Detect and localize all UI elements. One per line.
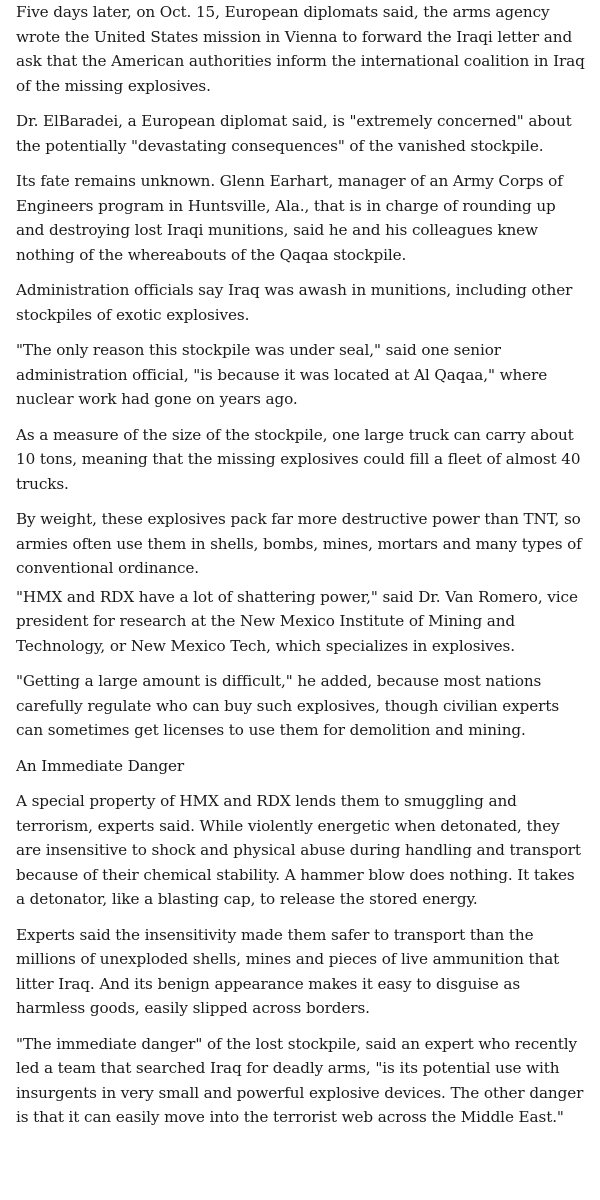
paragraph-administration-officials: Administration officials say Iraq was awash in munitions, including other stockpiles of exotic explosives. <box>16 281 573 324</box>
paragraph-romero-quote: "HMX and RDX have a lot of shattering power," said Dr. Van Romero, vice president for research at the New Mexico Institute of Mining and Technology, or New Mexico Tech, which specializes in explosives. <box>16 587 578 655</box>
paragraph-fate-unknown: Its fate remains unknown. Glenn Earhart, manager of an Army Corps of Engineers program in Huntsville, Ala., that is in charge of rounding up and destroying lost Iraqi munitions, said he and his colleagues knew nothing of the whereabouts of the Qaqaa stockpile. <box>16 172 563 264</box>
paragraph-destructive-power: By weight, these explosives pack far more destructive power than TNT, so armies often use them in shells, bombs, mines, mortars and many types of conventional ordinance. <box>16 510 582 577</box>
paragraph-insensitivity: Experts said the insensitivity made them safer to transport than the millions of unexploded shells, mines and pieces of live ammunition that litter Iraq. And its benign appearance makes it easy to disguise as harmless goods, easily slipped across borders. <box>16 925 560 1017</box>
paragraph-elbaradei-concern: Dr. ElBaradei, a European diplomat said, is "extremely concerned" about the potentially "devastating consequences" of the vanished stockpile. <box>16 112 572 155</box>
paragraph-large-amount-difficult: "Getting a large amount is difficult," he added, because most nations carefully regulate who can buy such explosives, though civilian experts can sometimes get licenses to use them for demolition and mining. <box>16 672 560 739</box>
article-body <box>16 0 588 1130</box>
section-subheading: An Immediate Danger <box>16 756 185 775</box>
paragraph-immediate-danger-quote: "The immediate danger" of the lost stockpile, said an expert who recently led a team that searched Iraq for deadly arms, "is its potential use with insurgents in very small and powerful explosive devices. The other danger is that it can easily move into the terrorist web across the Middle East." <box>16 1034 584 1126</box>
paragraph-oct-15-letter: Five days later, on Oct. 15, European diplomats said, the arms agency wrote the United States mission in Vienna to forward the Iraqi letter and ask that the American authorities inform the international coalition in Iraq of the missing explosives. <box>16 3 585 95</box>
paragraph-special-property: A special property of HMX and RDX lends them to smuggling and terrorism, experts said. While violently energetic when detonated, they are insensitive to shock and physical abuse during handling and transport because of their chemical stability. A hammer blow does nothing. It takes a detonator, like a blasting cap, to release the stored energy. <box>16 792 581 908</box>
paragraph-stockpile-size: As a measure of the size of the stockpile, one large truck can carry about 10 tons, meaning that the missing explosives could fill a fleet of almost 40 trucks. <box>16 425 581 493</box>
paragraph-under-seal-quote: "The only reason this stockpile was under seal," said one senior administration official, "is because it was located at Al Qaqaa," where nuclear work had gone on years ago. <box>16 341 548 408</box>
